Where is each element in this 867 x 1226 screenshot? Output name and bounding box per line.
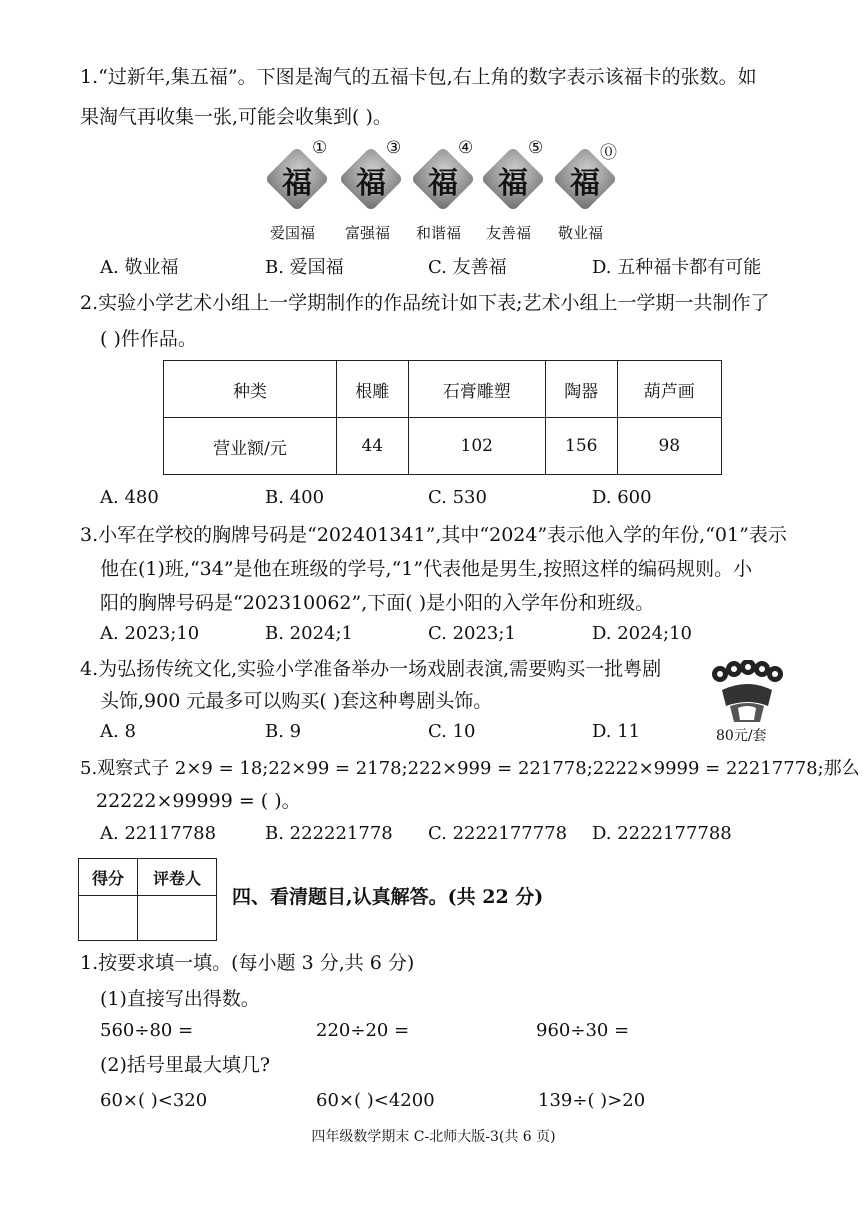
table-cell: 102 (408, 418, 545, 475)
page-footer: 四年级数学期末 C-北师大版-3(共 6 页) (311, 1129, 556, 1145)
score-field[interactable] (79, 896, 138, 941)
q2-option-d: D. 600 (592, 487, 652, 508)
fu-card (414, 138, 474, 208)
table-cell: 44 (337, 418, 409, 475)
q4-option-b: B. 9 (265, 721, 302, 742)
table-header-row (164, 361, 722, 418)
q3-option-d: D. 2024;10 (592, 623, 693, 644)
q1-option-c: C. 友善福 (428, 257, 507, 278)
fu-card-label: 和谐福 (416, 224, 462, 242)
q2-option-a: A. 480 (100, 487, 159, 508)
works-table (163, 360, 722, 475)
fu-card-label: 敬业福 (558, 224, 604, 242)
q5-option-a: A. 22117788 (100, 823, 217, 844)
q3-line1: 3.小军在学校的胸牌号码是“202401341”,其中“2024”表示他入学的年份,“01”表示 (80, 524, 787, 546)
q1-option-a: A. 敬业福 (100, 257, 179, 278)
q4-line1: 4.为弘扬传统文化,实验小学准备举办一场戏剧表演,需要购买一批粤剧 (80, 658, 662, 680)
fu-card (484, 138, 544, 208)
fu-glyph: 福 (356, 166, 386, 201)
q2-line2: ( )件作品。 (100, 328, 197, 350)
q1-option-b: B. 爱国福 (265, 257, 344, 278)
p1-sub2: (2)括号里最大填几? (100, 1054, 271, 1076)
q4-option-d: D. 11 (592, 721, 641, 742)
q3-option-a: A. 2023;10 (100, 623, 200, 644)
table-header-cell: 种类 (164, 361, 337, 418)
q3-option-c: C. 2023;1 (428, 623, 516, 644)
ineq-1: 60×( )<320 (100, 1090, 208, 1111)
q3-line3: 阳的胸牌号码是“202310062”,下面( )是小阳的入学年份和班级。 (100, 592, 655, 614)
fu-card-count: ① (312, 138, 328, 158)
table-cell: 98 (617, 418, 721, 475)
expr-1: 560÷80 = (100, 1020, 194, 1041)
table-cell: 156 (545, 418, 617, 475)
table-header-cell: 葫芦画 (617, 361, 721, 418)
q1-line1: 1.“过新年,集五福”。下图是淘气的五福卡包,右上角的数字表示该福卡的张数。如 (80, 66, 757, 88)
q4-option-a: A. 8 (100, 721, 136, 742)
q2-line1: 2.实验小学艺术小组上一学期制作的作品统计如下表;艺术小组上一学期一共制作了 (80, 292, 770, 314)
fu-card (556, 143, 617, 208)
fu-card (268, 138, 328, 208)
fu-glyph: 福 (570, 166, 600, 201)
q2-option-c: C. 530 (428, 487, 487, 508)
q1-line2: 果淘气再收集一张,可能会收集到( )。 (80, 106, 392, 128)
q3-line2: 他在(1)班,“34”是他在班级的学号,“1”代表他是男生,按照这样的编码规则。小 (100, 558, 753, 580)
grader-field[interactable] (138, 896, 217, 941)
opera-headdress-icon (708, 660, 786, 724)
q5-option-b: B. 222221778 (265, 823, 393, 844)
q1-option-d: D. 五种福卡都有可能 (592, 257, 762, 278)
score-box (78, 858, 217, 941)
score-header: 得分 (79, 859, 138, 896)
grader-header: 评卷人 (138, 859, 217, 896)
fu-glyph: 福 (498, 166, 528, 201)
fu-card-label: 爱国福 (270, 224, 316, 242)
ineq-2: 60×( )<4200 (316, 1090, 435, 1111)
fu-card (342, 138, 402, 208)
p1-title: 1.按要求填一填。(每小题 3 分,共 6 分) (80, 952, 415, 974)
headdress-price: 80元/套 (716, 728, 767, 744)
fu-glyph: 福 (282, 166, 312, 201)
fu-card-count: ⓪ (600, 143, 617, 163)
q2-option-b: B. 400 (265, 487, 325, 508)
opera-headdress-image (708, 660, 786, 724)
q5-option-d: D. 2222177788 (592, 823, 732, 844)
table-header-cell: 根雕 (337, 361, 409, 418)
q5-option-c: C. 2222177778 (428, 823, 568, 844)
q5-line2: 22222×99999 = ( )。 (96, 790, 301, 812)
q4-option-c: C. 10 (428, 721, 476, 742)
table-header-cell: 陶器 (545, 361, 617, 418)
fu-card-label: 富强福 (345, 224, 391, 242)
table-cell: 营业额/元 (164, 418, 337, 475)
fu-card-count: ④ (458, 138, 474, 158)
expr-3: 960÷30 = (536, 1020, 630, 1041)
table-row (164, 418, 722, 475)
ineq-3: 139÷( )>20 (538, 1090, 646, 1111)
section4-title: 四、看清题目,认真解答。(共 22 分) (232, 886, 544, 908)
p1-sub1: (1)直接写出得数。 (100, 988, 260, 1010)
fu-card-count: ⑤ (528, 138, 544, 158)
fu-glyph: 福 (428, 166, 458, 201)
expr-2: 220÷20 = (316, 1020, 410, 1041)
fu-card-label: 友善福 (486, 224, 532, 242)
fu-card-count: ③ (386, 138, 402, 158)
q5-line1: 5.观察式子 2×9 = 18;22×99 = 2178;222×999 = 221778;2222×9999 = 22217778;那么 (80, 758, 860, 779)
q4-line2: 头饰,900 元最多可以购买( )套这种粤剧头饰。 (100, 690, 493, 712)
q3-option-b: B. 2024;1 (265, 623, 353, 644)
table-header-cell: 石膏雕塑 (408, 361, 545, 418)
